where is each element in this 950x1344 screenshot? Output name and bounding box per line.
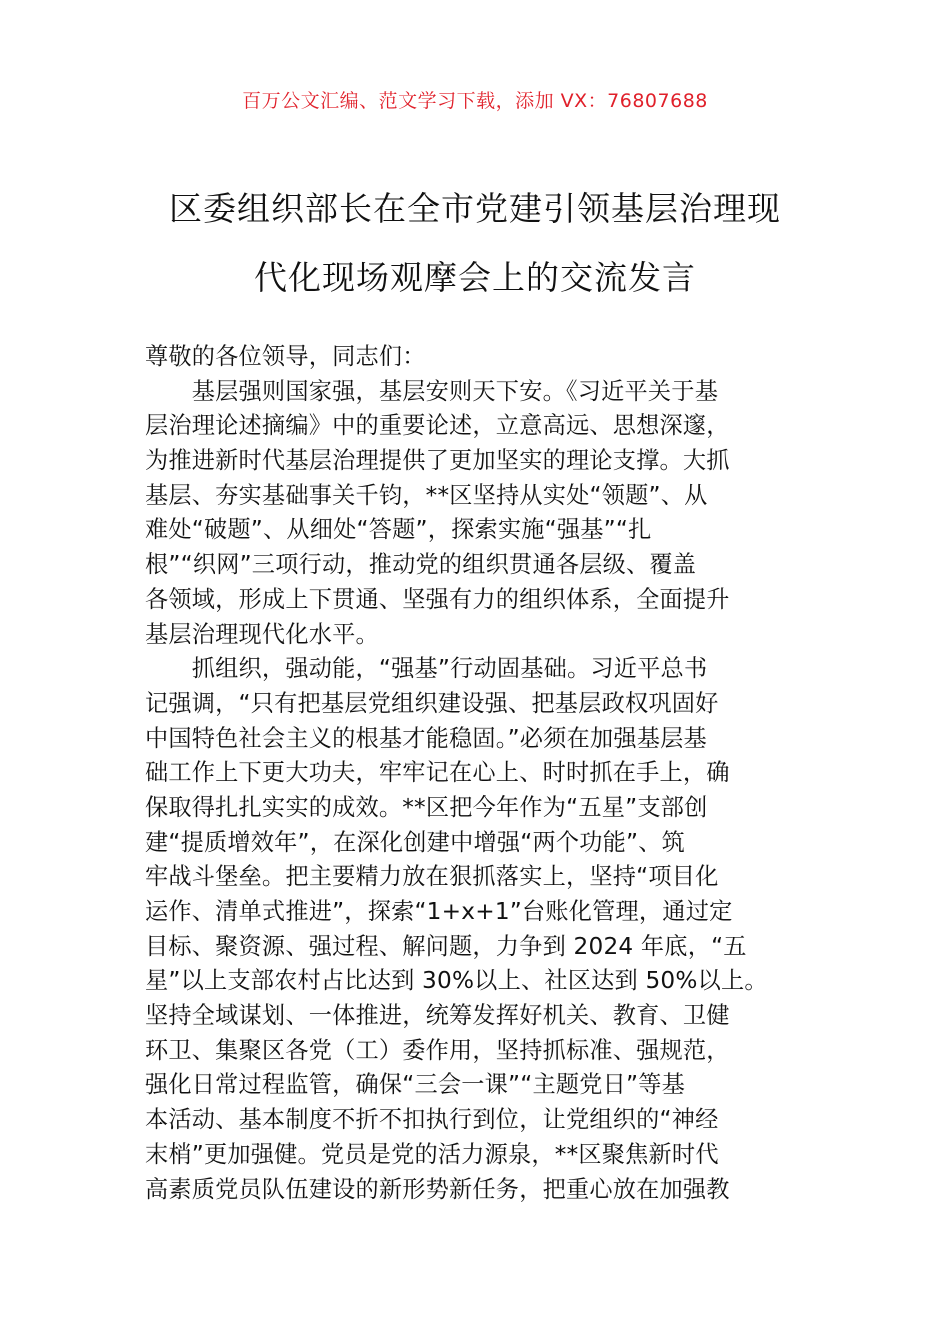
body-line: 层治理论述摘编》中的重要论述，立意高远、思想深邃，	[145, 412, 730, 440]
body-line: 基层、夯实基础事关千钧，**区坚持从实处“领题”、从	[145, 481, 708, 509]
body-line: 强化日常过程监管，确保“三会一课”“主题党日”等基	[145, 1071, 685, 1099]
body-line: 运作、清单式推进”，探索“1+x+1”台账化管理，通过定	[145, 898, 733, 925]
body-line: 环卫、集聚区各党（工）委作用，坚持抓标准、强规范，	[145, 1036, 730, 1064]
body-line: 根”“织网”三项行动，推动党的组织贯通各层级、覆盖	[145, 551, 697, 579]
body-line: 基层强则国家强，基层安则天下安。《习近平关于基	[145, 377, 719, 405]
body-line: 坚持全域谋划、一体推进，统筹发挥好机关、教育、卫健	[145, 1002, 730, 1030]
body-line: 各领域，形成上下贯通、坚强有力的组织体系，全面提升	[145, 585, 730, 613]
body-line: 中国特色社会主义的根基才能稳固。”必须在加强基层基	[145, 724, 707, 752]
body-line: 建“提质增效年”，在深化创建中增强“两个功能”、筑	[145, 828, 685, 856]
body-line: 为推进新时代基层治理提供了更加坚实的理论支撑。大抓	[145, 447, 730, 475]
document-title-line-2: 代化现场观摩会上的交流发言	[254, 258, 696, 297]
body-line: 难处“破题”、从细处“答题”，探索实施“强基”“扎	[145, 516, 652, 544]
body-line: 牢战斗堡垒。把主要精力放在狠抓落实上，坚持“项目化	[145, 863, 719, 891]
document-title-line-1: 区委组织部长在全市党建引领基层治理现	[169, 189, 781, 228]
body-line: 基层治理现代化水平。	[145, 620, 379, 648]
body-line: 记强调，“只有把基层党组织建设强、把基层政权巩固好	[145, 689, 719, 717]
salutation: 尊敬的各位领导，同志们：	[145, 343, 426, 370]
body-line: 末梢”更加强健。党员是党的活力源泉，**区聚焦新时代	[145, 1140, 719, 1168]
body-line: 本活动、基本制度不折不扣执行到位，让党组织的“神经	[145, 1106, 719, 1134]
body-line: 保取得扎扎实实的成效。**区把今年作为“五星”支部创	[145, 793, 708, 821]
body-line: 目标、聚资源、强过程、解问题，力争到 2024 年底，“五	[145, 932, 747, 960]
document-body	[145, 340, 820, 1207]
watermark-banner: 百万公文汇编、范文学习下载，添加 VX：76807688	[242, 90, 708, 112]
body-line: 础工作上下更大功夫，牢牢记在心上、时时抓在手上，确	[145, 759, 730, 787]
body-line: 星”以上支部农村占比达到 30%以上、社区达到 50%以上。	[145, 967, 768, 995]
body-line: 抓组织，强动能，“强基”行动固基础。习近平总书	[145, 655, 708, 683]
body-line: 高素质党员队伍建设的新形势新任务，把重心放在加强教	[145, 1175, 730, 1203]
